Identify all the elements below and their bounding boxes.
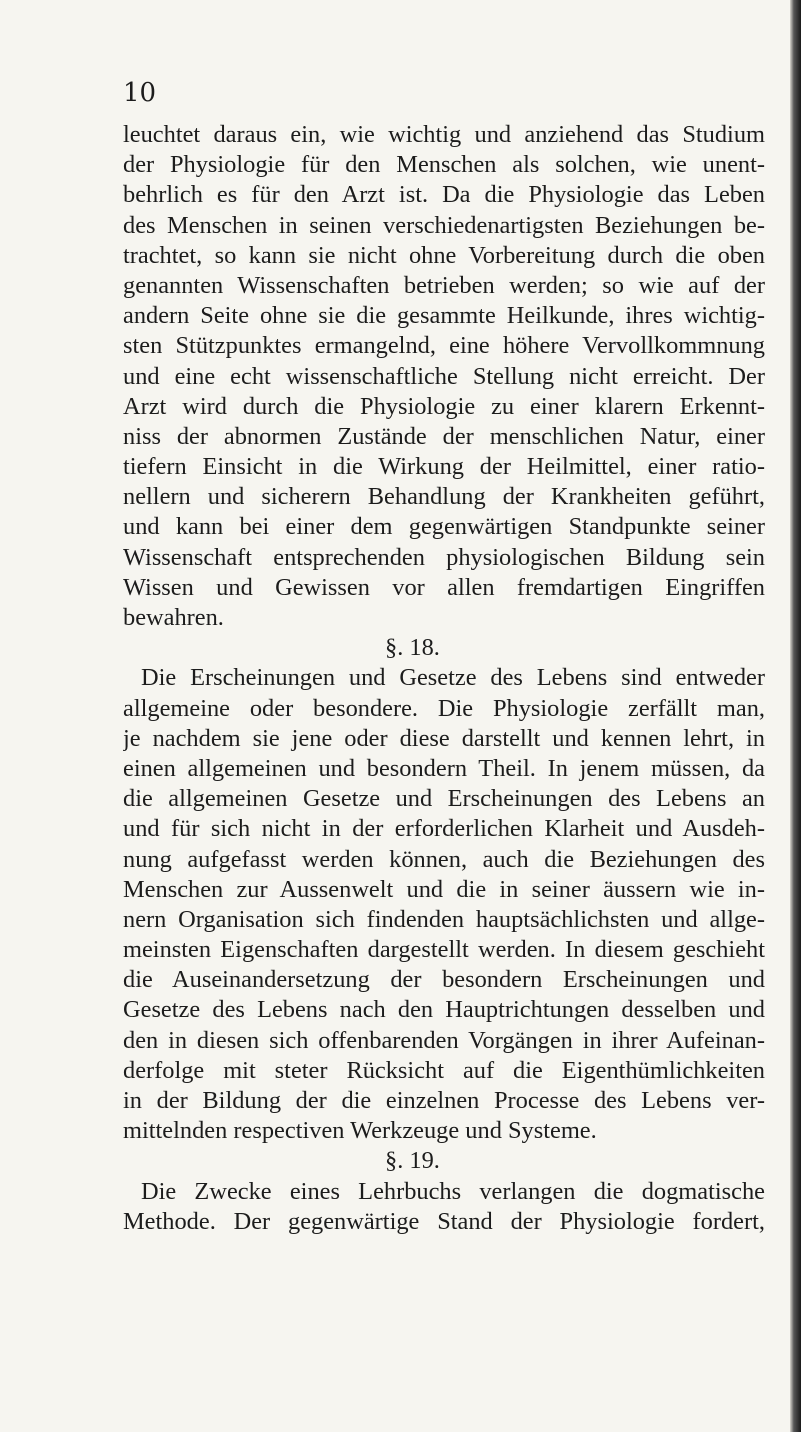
text-line: den in diesen sich offenbarenden Vorgängen in ihrer Aufeinan-	[123, 1026, 765, 1054]
text-line: Die Zwecke eines Lehrbuchs verlangen die dogmatische	[141, 1177, 765, 1205]
text-line: behrlich es für den Arzt ist. Da die Physiologie das Leben	[123, 181, 765, 209]
text-line: Die Erscheinungen und Gesetze des Lebens sind entweder	[141, 664, 765, 692]
page-number: 10	[123, 78, 157, 108]
text-line: und kann bei einer dem gegenwärtigen Standpunkte seiner	[123, 513, 765, 541]
text-line: tiefern Einsicht in die Wirkung der Heilmittel, einer ratio-	[123, 453, 765, 481]
text-line: bewahren.	[123, 604, 224, 631]
text-line: Wissen und Gewissen vor allen fremdartigen Eingriffen	[123, 573, 765, 601]
text-line: allgemeine oder besondere. Die Physiologie zerfällt man,	[123, 694, 765, 722]
text-line: andern Seite ohne sie die gesammte Heilkunde, ihres wichtig-	[123, 302, 765, 330]
page-edge-shadow	[790, 0, 801, 1432]
text-line: nellern und sicherern Behandlung der Krankheiten geführt,	[123, 483, 765, 511]
text-line: des Menschen in seinen verschiedenartigsten Beziehungen be-	[123, 211, 765, 239]
text-line: je nachdem sie jene oder diese darstellt und kennen lehrt, in	[123, 724, 765, 752]
text-line: genannten Wissenschaften betrieben werden; so wie auf der	[123, 271, 765, 299]
text-line: leuchtet daraus ein, wie wichtig und anziehend das Studium	[123, 121, 765, 148]
text-line: und für sich nicht in der erforderlichen Klarheit und Ausdeh-	[123, 815, 765, 843]
section-heading: §. 18.	[385, 634, 440, 662]
text-line: sten Stützpunktes ermangelnd, eine höhere Vervollkommnung	[123, 332, 765, 360]
text-line: einen allgemeinen und besondern Theil. In jenem müssen, da	[123, 754, 765, 782]
text-line: meinsten Eigenschaften dargestellt werden. In diesem geschieht	[123, 936, 765, 964]
text-line: und eine echt wissenschaftliche Stellung nicht erreicht. Der	[123, 362, 765, 390]
text-line: trachtet, so kann sie nicht ohne Vorbereitung durch die oben	[123, 241, 765, 269]
text-line: mittelnden respectiven Werkzeuge und Systeme.	[123, 1117, 597, 1145]
section-heading: §. 19.	[385, 1147, 440, 1175]
text-line: die allgemeinen Gesetze und Erscheinungen des Lebens an	[123, 785, 765, 813]
text-line: in der Bildung der die einzelnen Processe des Lebens ver-	[123, 1087, 765, 1114]
text-line: Methode. Der gegenwärtige Stand der Physiologie fordert,	[123, 1207, 765, 1235]
body-text	[123, 120, 765, 1237]
text-line: Gesetze des Lebens nach den Hauptrichtungen desselben und	[123, 996, 765, 1024]
text-line: nung aufgefasst werden können, auch die Beziehungen des	[123, 845, 765, 873]
text-line: derfolge mit steter Rücksicht auf die Eigenthümlichkeiten	[123, 1056, 765, 1084]
text-line: Menschen zur Aussenwelt und die in seiner äussern wie in-	[123, 875, 765, 903]
text-line: niss der abnormen Zustände der menschlichen Natur, einer	[123, 422, 765, 450]
text-line: Wissenschaft entsprechenden physiologischen Bildung sein	[123, 543, 765, 571]
text-line: Arzt wird durch die Physiologie zu einer klarern Erkennt-	[123, 392, 765, 420]
text-line: die Auseinandersetzung der besondern Erscheinungen und	[123, 966, 765, 994]
text-line: der Physiologie für den Menschen als solchen, wie unent-	[123, 151, 765, 179]
text-line: nern Organisation sich findenden hauptsächlichsten und allge-	[123, 905, 765, 933]
